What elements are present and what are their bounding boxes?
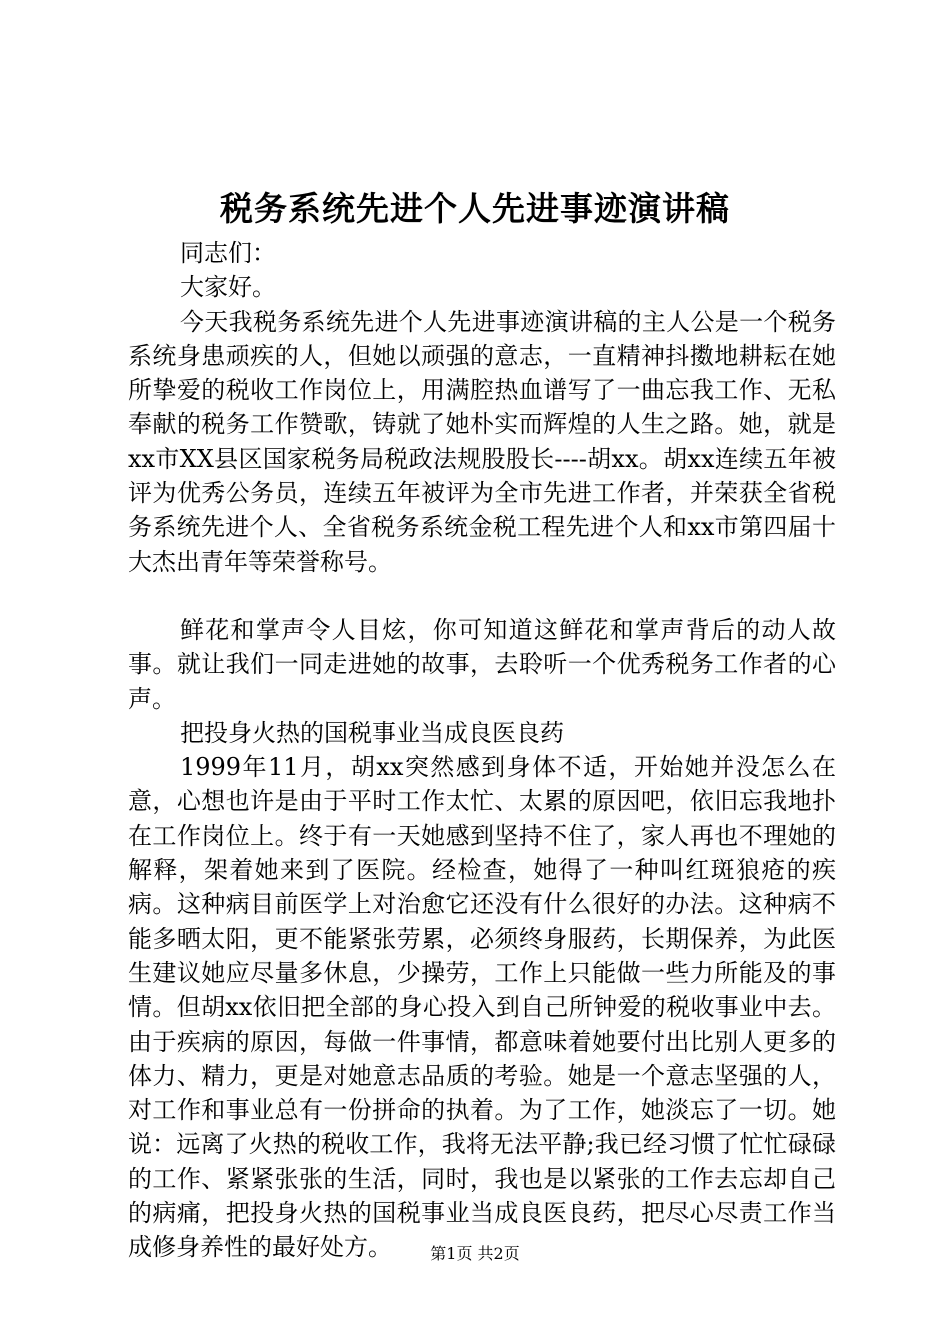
document-body [128,236,836,1265]
page-number-footer: 第1页 共2页 [430,1244,520,1263]
salutation: 同志们： [180,239,276,267]
paragraph-transition: 鲜花和掌声令人目炫，你可知道这鲜花和掌声背后的动人故事。就让我们一同走进她的故事，去聆听一个优秀税务工作者的心声。 [128,615,836,713]
paragraph-introduction: 今天我税务系统先进个人先进事迹演讲稿的主人公是一个税务系统身患顽疾的人，但她以顽强的意志，一直精神抖擞地耕耘在她所挚爱的税收工作岗位上，用满腔热血谱写了一曲忘我工作、无私奉献的税务工作赞歌，铸就了她朴实而辉煌的人生之路。她，就是xx市XX县区国家税务局税政法规股股长----胡xx。胡xx连续五年被评为优秀公务员，连续五年被评为全市先进工作者，并荣获全省税务系统先进个人、全省税务系统金税工程先进个人和xx市第四届十大杰出青年等荣誉称号。 [128,307,836,576]
paragraph-story: 1999年11月，胡xx突然感到身体不适，开始她并没怎么在意，心想也许是由于平时工作太忙、太累的原因吧，依旧忘我地扑在工作岗位上。终于有一天她感到坚持不住了，家人再也不理她的解释，架着她来到了医院。经检查，她得了一种叫红斑狼疮的疾病。这种病目前医学上对治愈它还没有什么很好的办法。这种病不能多晒太阳，更不能紧张劳累，必须终身服药，长期保养，为此医生建议她应尽量多休息，少操劳，工作上只能做一些力所能及的事情。但胡xx依旧把全部的身心投入到自己所钟爱的税收事业中去。由于疾病的原因，每做一件事情，都意味着她要付出比别人更多的体力、精力，更是对她意志品质的考验。她是一个意志坚强的人，对工作和事业总有一份拼命的执着。为了工作，她淡忘了一切。她说：远离了火热的税收工作，我将无法平静;我已经习惯了忙忙碌碌的工作、紧紧张张的生活，同时，我也是以紧张的工作去忘却自己的病痛，把投身火热的国税事业当成良医良药，把尽心尽责工作当成修身养性的最好处方。 [128,753,836,1262]
document-title: 税务系统先进个人先进事迹演讲稿 [220,189,730,228]
greeting: 大家好。 [180,273,276,302]
section-heading: 把投身火热的国税事业当成良医良药 [180,718,564,747]
